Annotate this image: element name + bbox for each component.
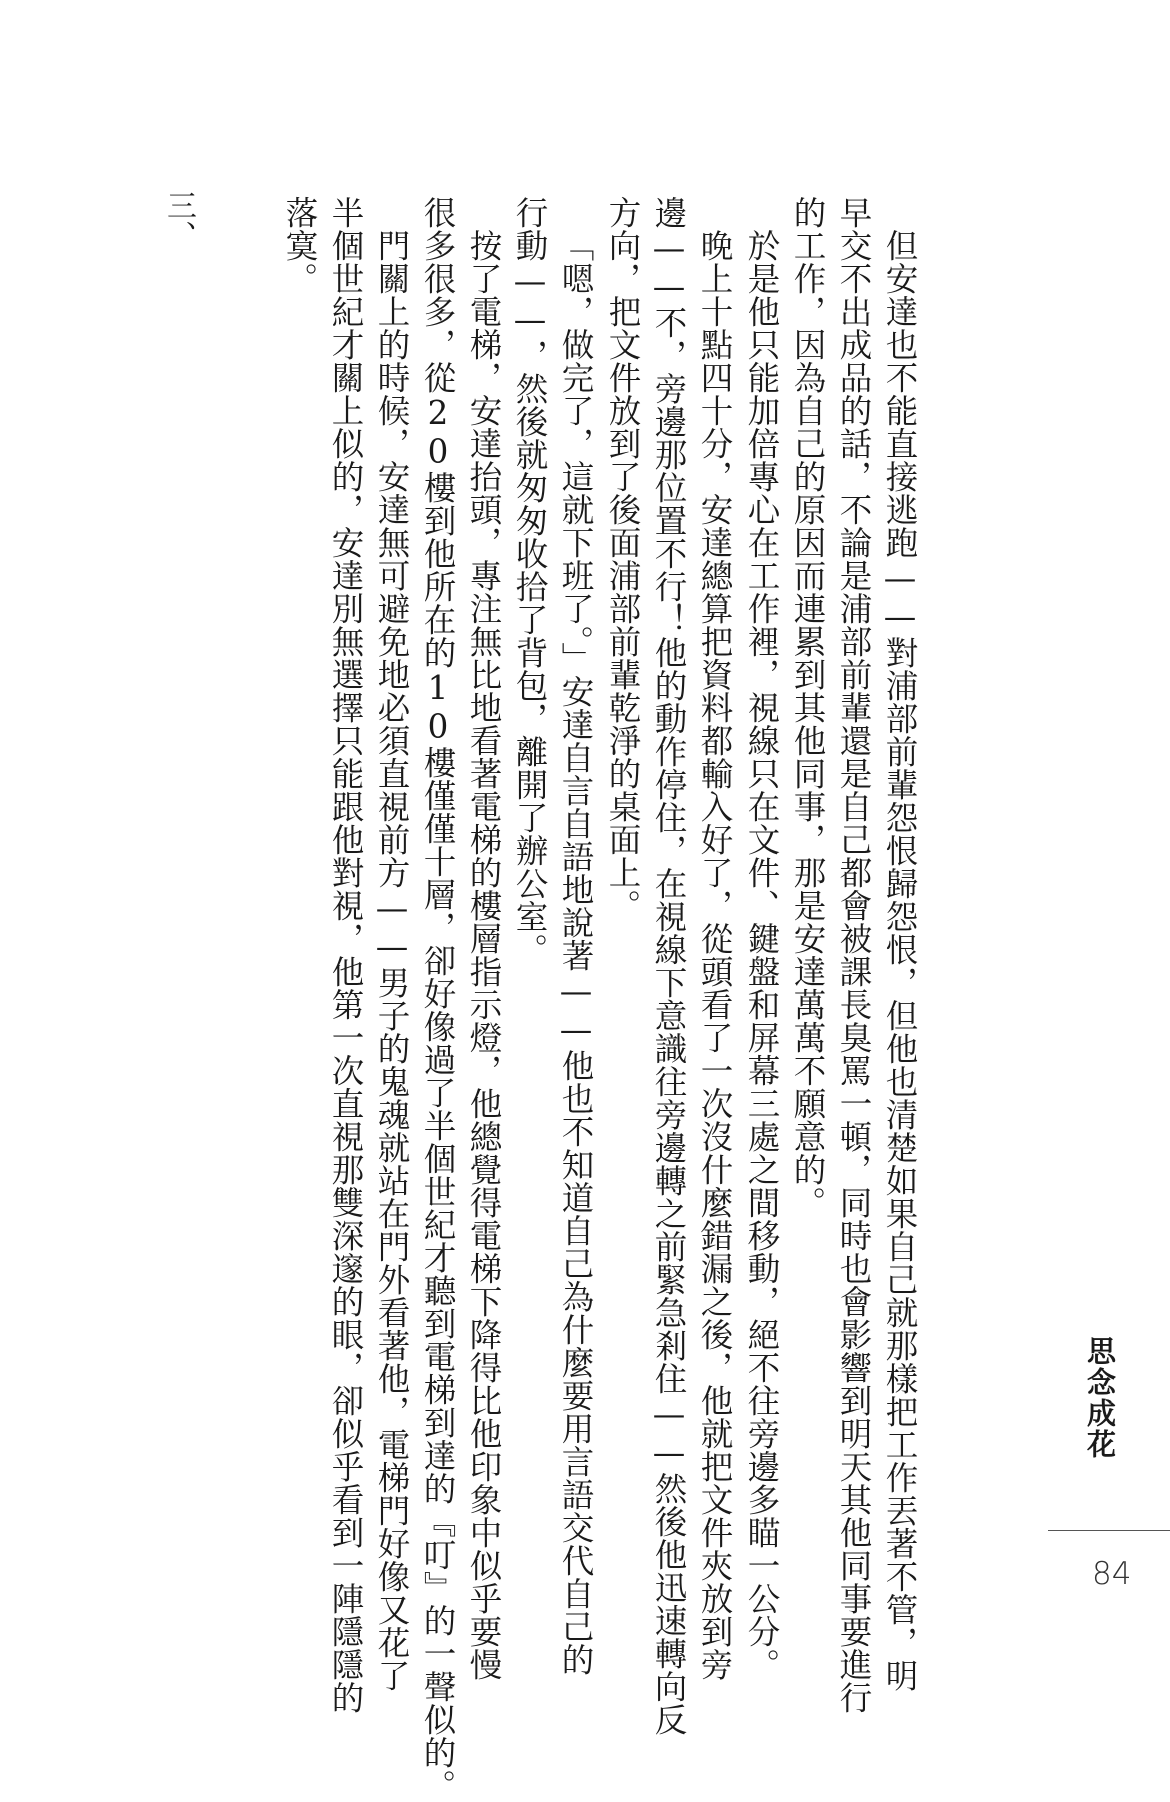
text-column: 但安達也不能直接逃跑——對浦部前輩怨恨歸怨恨，但他也清楚如果自己就那樣把工作丟著不管，明	[881, 229, 919, 1692]
text-column: 很多很多，從20樓到他所在的10樓僅僅十層，卻好像過了半個世紀才聽到電梯到達的『叮』的一聲似的。	[419, 196, 457, 1802]
footer-rule	[1048, 1530, 1170, 1531]
text-column: 方向，把文件放到了後面浦部前輩乾淨的桌面上。	[604, 196, 642, 922]
text-column: 半個世紀才關上似的，安達別無選擇只能跟他對視，他第一次直視那雙深邃的眼，卻似乎看到一陣隱隱的	[327, 196, 365, 1714]
text-column: 行動——，然後就匆匆收拾了背包，離開了辦公室。	[511, 196, 549, 966]
text-column: 晚上十點四十分，安達總算把資料都輸入好了，從頭看了一次沒什麼錯漏之後，他就把文件夾放到旁	[696, 229, 734, 1681]
page-number: 84	[1092, 1556, 1132, 1592]
running-head: 思念成花	[1083, 1336, 1117, 1460]
text-column: 早交不出成品的話，不論是浦部前輩還是自己都會被課長臭罵一頓，同時也會影響到明天其他同事要進行	[835, 196, 873, 1714]
text-column: 落寞。	[281, 196, 319, 295]
section-heading: 三、	[161, 190, 196, 251]
text-column: 「嗯，做完了，這就下班了。」安達自言自語地說著——他也不知道自己為什麼要用言語交代自己的	[557, 229, 595, 1676]
text-column: 於是他只能加倍專心在工作裡，視線只在文件、鍵盤和屏幕三處之間移動，絕不往旁邊多瞄一公分。	[743, 229, 781, 1681]
text-column: 的工作，因為自己的原因而連累到其他同事，那是安達萬萬不願意的。	[789, 196, 827, 1219]
text-column: 按了電梯，安達抬頭，專注無比地看著電梯的樓層指示燈，他總覺得電梯下降得比他印象中似乎要慢	[465, 229, 503, 1681]
text-column: 邊——不，旁邊那位置不行！他的動作停住，在視線下意識往旁邊轉之前緊急剎住——然後他迅速轉向反	[650, 196, 688, 1736]
text-column: 門關上的時候，安達無可避免地必須直視前方——男子的鬼魂就站在門外看著他，電梯門好像又花了	[373, 229, 411, 1692]
